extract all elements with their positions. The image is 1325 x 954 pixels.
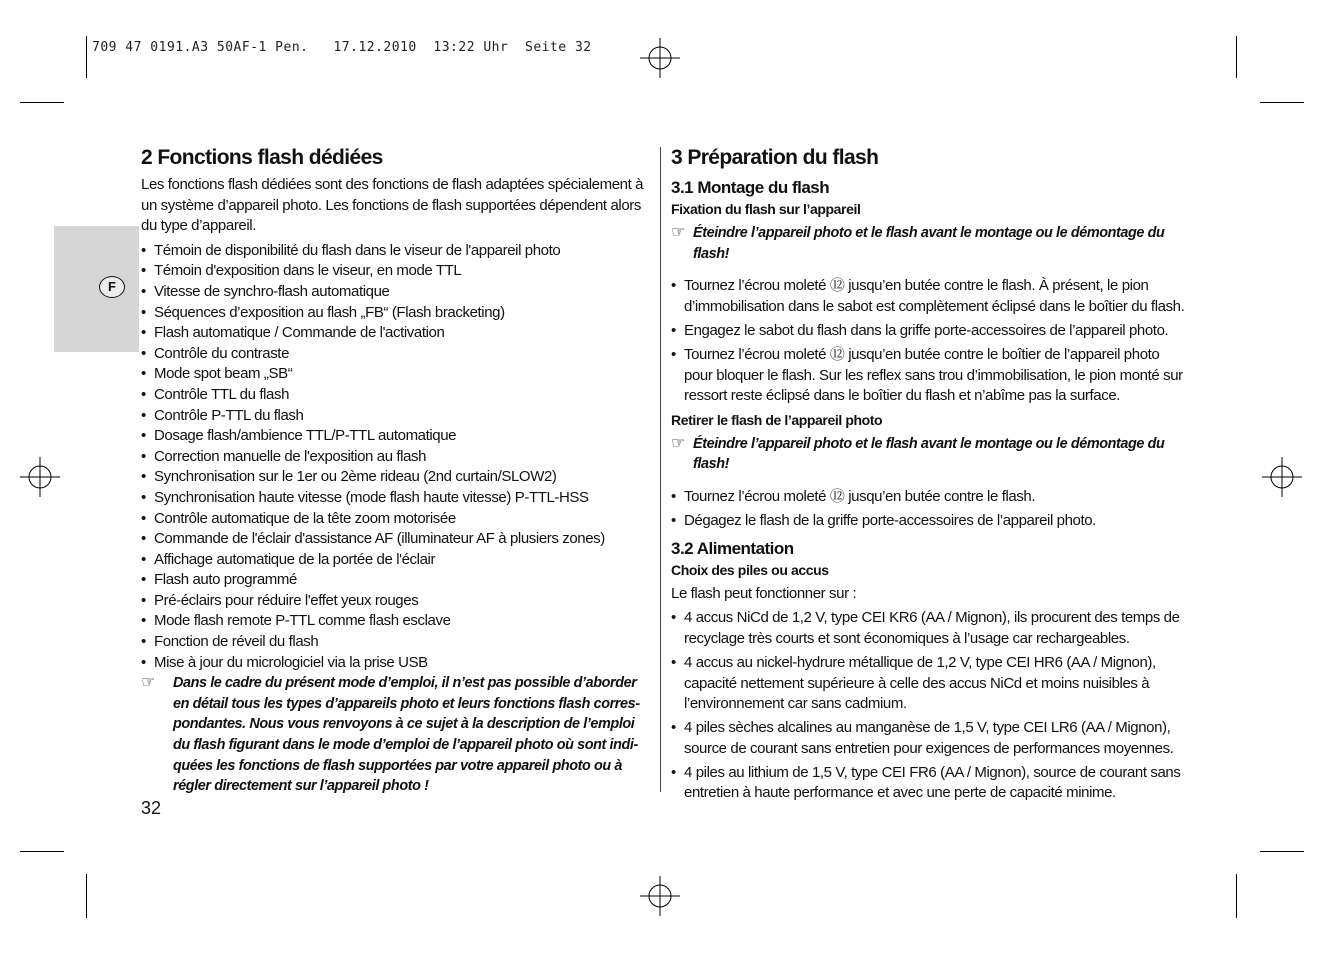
subsection-title-power: 3.2 Alimentation [671, 538, 794, 558]
list-item: • Contrôle automatique de la tête zoom motorisée [141, 509, 653, 530]
battery-list [671, 608, 1186, 804]
crop-mark [20, 102, 64, 103]
registration-mark-icon [640, 876, 680, 916]
right-column [671, 145, 1186, 808]
left-column [141, 145, 653, 797]
list-item: • Synchronisation sur le 1er ou 2ème rideau (2nd curtain/SLOW2) [141, 467, 653, 488]
list-item: • 4 piles sèches alcalines au manganèse de 1,5 V, type CEI LR6 (AA / Mignon), source de courant sans entretien pour exigences de performances moyennes. [671, 718, 1186, 759]
pointing-hand-icon: ☞ [671, 224, 685, 241]
pointing-hand-icon: ☞ [141, 674, 155, 692]
list-item: • Dosage flash/ambience TTL/P-TTL automatique [141, 426, 653, 447]
language-letter: F [99, 276, 125, 298]
registration-mark-icon [640, 38, 680, 78]
attach-steps [671, 276, 1186, 407]
power-intro: Le flash peut fonctionner sur : [671, 584, 857, 602]
list-item: • 4 accus au nickel-hydrure métallique de 1,2 V, type CEI HR6 (AA / Mignon), capacité nettement supérieure à celle des accus NiCd et moins nuisibles à l’environnement car sans cadmium. [671, 653, 1186, 715]
print-slug: 709 47 0191.A3 50AF-1 Pen. 17.12.2010 13:22 Uhr Seite 32 [92, 40, 592, 55]
list-item: • Commande de l'éclair d'assistance AF (illuminateur AF à plusiers zones) [141, 529, 653, 550]
list-item: • Séquences d’exposition au flash „FB“ (Flash bracketing) [141, 303, 653, 324]
list-item: • Synchronisation haute vitesse (mode flash haute vitesse) P-TTL-HSS [141, 488, 653, 509]
intro-paragraph: Les fonctions flash dédiées sont des fonctions de flash adaptées spécialement à un système d’appareil photo. Les fonctions de flash supportées dépendent alors du type d’appareil. [141, 176, 644, 235]
note-text: Dans le cadre du présent mode d’emploi, il n’est pas possible d’aborder en détail tous les types d’appareils photo et leurs fonctions flash corres-pondantes. Nous vous renvoyons à ce sujet à la description de l’emploi du flash figurant dans le mode d’emploi de l’appareil photo où sont indi-quées les fonctions de flash supportées par votre appareil photo ou à régler directement sur l’appareil photo ! [173, 675, 640, 795]
registration-mark-icon [1262, 457, 1302, 497]
crop-mark [1260, 851, 1304, 852]
warning-text: Éteindre l’appareil photo et le flash avant le montage ou le démontage du flash! [693, 435, 1165, 473]
list-item: • Tournez l’écrou moleté ⑫ jusqu’en butée contre le flash. [671, 487, 1186, 508]
note-block [141, 673, 653, 797]
list-item: • Flash auto programmé [141, 570, 653, 591]
subheading-remove: Retirer le flash de l’appareil photo [671, 411, 883, 428]
list-item: • Engagez le sabot du flash dans la griffe porte-accessoires de l’appareil photo. [671, 321, 1186, 342]
list-item: • Affichage automatique de la portée de l'éclair [141, 550, 653, 571]
list-item: • Vitesse de synchro-flash automatique [141, 282, 653, 303]
list-item: • Témoin d'exposition dans le viseur, en mode TTL [141, 261, 653, 282]
list-item: • Mode spot beam „SB“ [141, 364, 653, 385]
section-title-right: 3 Préparation du flash [671, 146, 879, 169]
list-item: • Tournez l’écrou moleté ⑫ jusqu’en butée contre le flash. À présent, le pion d’immobilisation dans le sabot est complètement éclipsé dans le boîtier du flash. [671, 276, 1186, 317]
warning-text: Éteindre l’appareil photo et le flash avant le montage ou le démontage du flash! [693, 225, 1165, 262]
feature-list [141, 241, 653, 673]
remove-steps [671, 487, 1186, 532]
list-item: • Contrôle du contraste [141, 344, 653, 365]
list-item: • 4 piles au lithium de 1,5 V, type CEI FR6 (AA / Mignon), source de courant sans entretien à haute performance et avec une perte de capacité minime. [671, 763, 1186, 804]
crop-mark [1236, 36, 1237, 78]
list-item: • Tournez l’écrou moleté ⑫ jusqu’en butée contre le boîtier de l’appareil photo pour bloquer le flash. Sur les reflex sans trou d’immobilisation, le pion monté sur ressort reste éclipsé dans le boîtier du flash et n’abîme pas la surface. [671, 345, 1186, 407]
subheading-batteries: Choix des piles ou accus [671, 561, 829, 578]
page-number: 32 [141, 798, 162, 818]
crop-mark [86, 874, 87, 918]
subsection-title-mounting: 3.1 Montage du flash [671, 178, 830, 197]
crop-mark [1260, 102, 1304, 103]
warning-note [671, 434, 1186, 475]
column-divider [660, 147, 661, 792]
list-item: • Flash automatique / Commande de l'activation [141, 323, 653, 344]
pointing-hand-icon: ☞ [671, 434, 685, 452]
list-item: • Dégagez le flash de la griffe porte-accessoires de l’appareil photo. [671, 511, 1186, 532]
list-item: • 4 accus NiCd de 1,2 V, type CEI KR6 (AA / Mignon), ils procurent des temps de recyclage très courts et sont économiques à l’usage car rechargeables. [671, 608, 1186, 649]
list-item: • Pré-éclairs pour réduire l'effet yeux rouges [141, 591, 653, 612]
section-title-left: 2 Fonctions flash dédiées [141, 146, 383, 169]
list-item: • Correction manuelle de l'exposition au flash [141, 447, 653, 468]
list-item: • Contrôle TTL du flash [141, 385, 653, 406]
list-item: • Fonction de réveil du flash [141, 632, 653, 653]
list-item: • Témoin de disponibilité du flash dans le viseur de l'appareil photo [141, 241, 653, 262]
crop-mark [20, 851, 64, 852]
crop-mark [86, 36, 87, 78]
warning-note [671, 223, 1186, 264]
subheading-attach: Fixation du flash sur l’appareil [671, 201, 861, 217]
list-item: • Contrôle P-TTL du flash [141, 406, 653, 427]
language-tab [54, 226, 139, 352]
list-item: • Mode flash remote P-TTL comme flash esclave [141, 611, 653, 632]
list-item: • Mise à jour du micrologiciel via la prise USB [141, 653, 653, 674]
crop-mark [1236, 874, 1237, 918]
registration-mark-icon [20, 457, 60, 497]
